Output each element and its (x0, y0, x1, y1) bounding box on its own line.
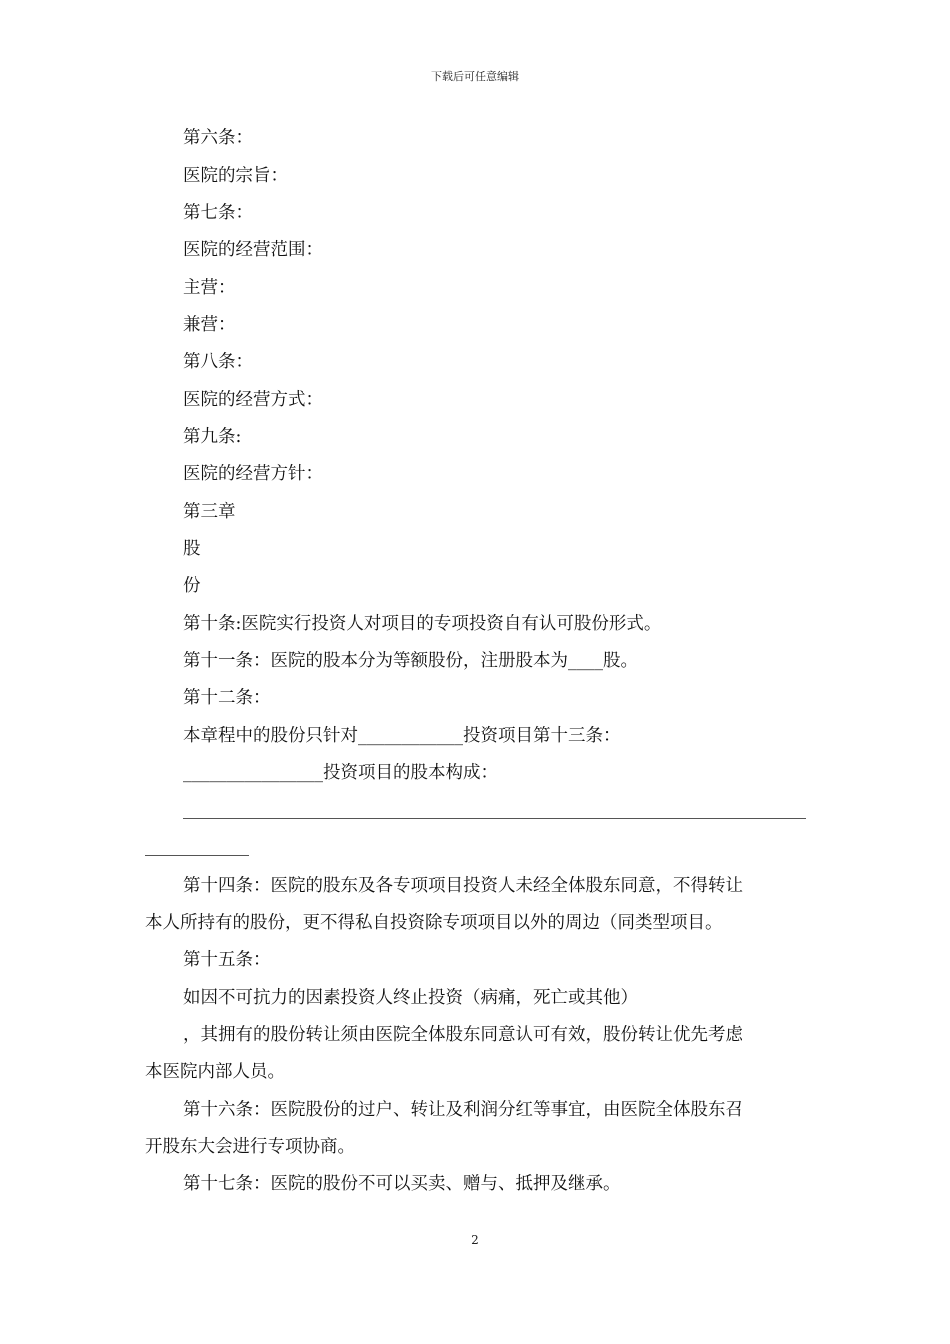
page-number: 2 (471, 1233, 479, 1247)
article-14-line-1: 第十四条：医院的股东及各专项项目投资人未经全体股东同意，不得转让 (183, 876, 743, 896)
purpose-label: 医院的宗旨： (183, 166, 288, 186)
article-7-heading: 第七条： (183, 203, 253, 223)
page-header: 下载后可任意编辑 (431, 70, 519, 83)
article-6-heading: 第六条： (183, 128, 253, 148)
blank-fill-line (183, 818, 806, 819)
article-15-cont-line-2: 本医院内部人员。 (145, 1062, 285, 1082)
article-10-text: 第十条:医院实行投资人对项目的专项投资自有认可股份形式。 (183, 614, 662, 634)
article-17-text: 第十七条：医院的股份不可以买卖、赠与、抵押及继承。 (183, 1174, 621, 1194)
article-8-heading: 第八条： (183, 352, 253, 372)
chapter-3-title-char-2: 份 (183, 576, 201, 596)
article-15-text: 如因不可抗力的因素投资人终止投资（病痛，死亡或其他） (183, 988, 638, 1008)
main-business-label: 主营： (183, 278, 236, 298)
article-9-heading: 第九条: (183, 427, 242, 447)
operation-mode-label: 医院的经营方式： (183, 390, 323, 410)
article-14-line-2: 本人所持有的股份，更不得私自投资除专项项目以外的周边（同类型项目。 (145, 913, 723, 933)
side-business-label: 兼营： (183, 315, 236, 335)
chapter-3-title-char-1: 股 (183, 539, 201, 559)
article-13-text: ________________投资项目的股本构成： (183, 763, 498, 783)
article-15-heading: 第十五条： (183, 950, 271, 970)
article-15-cont-line-1: ，其拥有的股份转让须由医院全体股东同意认可有效，股份转让优先考虑 (183, 1025, 743, 1045)
article-16-line-2: 开股东大会进行专项协商。 (145, 1137, 355, 1157)
business-scope-label: 医院的经营范围： (183, 240, 323, 260)
article-12-heading: 第十二条： (183, 688, 271, 708)
chapter-3-heading: 第三章 (183, 502, 236, 522)
article-16-line-1: 第十六条：医院股份的过户、转让及利润分红等事宜，由医院全体股东召 (183, 1100, 743, 1120)
operation-policy-label: 医院的经营方针： (183, 464, 323, 484)
article-11-text: 第十一条：医院的股本分为等额股份，注册股本为____股。 (183, 651, 638, 671)
blank-fill-line-short (145, 855, 249, 856)
article-12-text: 本章程中的股份只针对____________投资项目第十三条： (183, 726, 621, 746)
